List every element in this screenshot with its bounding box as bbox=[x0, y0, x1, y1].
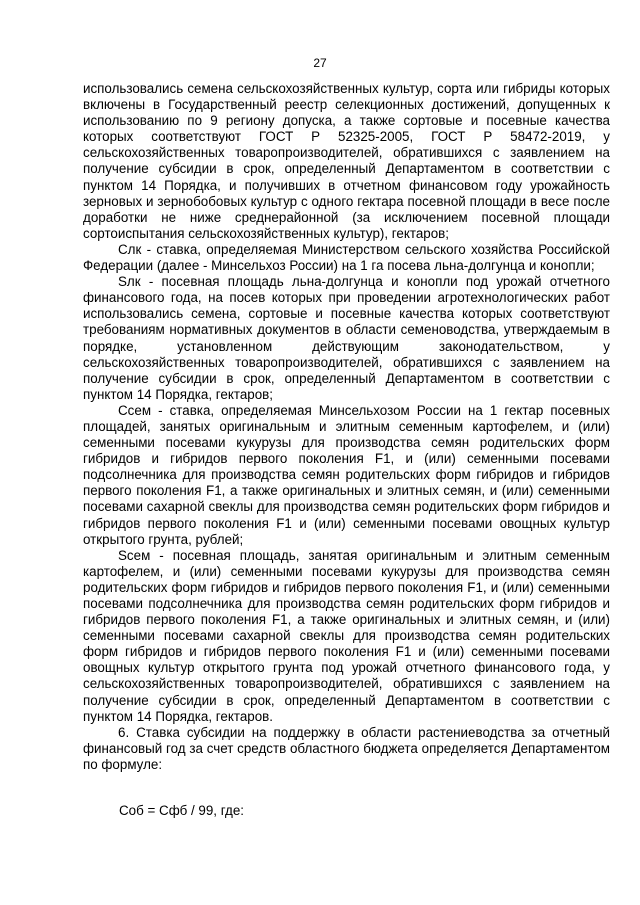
page-number: 27 bbox=[313, 56, 327, 70]
paragraph-1: использовались семена сельскохозяйственных культур, сорта или гибриды которых включены в Государственный реестр селекционных достижений, допущенных к использованию по 9 региону допуска, а также сортовые и посевные качества которых соответствуют ГОСТ Р 52325-2005, ГОСТ Р 58472-2019, у сельскохозяйственных товаропроизводителей, обратившихся с заявлением на получение субсидии в срок, определенный Департаментом в соответствии с пунктом 14 Порядка, и получивших в отчетном финансовом году урожайность зерновых и зернобобовых культур с одного гектара посевной площади в весе после доработки не ниже среднерайонной (за исключением посевной площади сортоиспытания сельскохозяйственных культур), гектаров; bbox=[83, 81, 610, 241]
paragraph-2: Слк - ставка, определяемая Министерством сельского хозяйства Российской Федерации (далее - Минсельхоз России) на 1 га посева льна-долгунца и конопли; bbox=[83, 241, 610, 274]
document-body bbox=[83, 81, 610, 773]
paragraph-4: Ссем - ставка, определяемая Минсельхозом России на 1 гектар посевных площадей, занятых оригинальным и элитным семенным картофелем, и (или) семенными посевами кукурузы для производства семян родительских форм гибридов и гибридов первого поколения F1, и (или) семенными посевами подсолнечника для производства семян родительских форм гибридов и гибридов первого поколения F1, а также оригинальных и элитных семян, и (или) семенными посевами сахарной свеклы для производства семян родительских форм гибридов и гибридов первого поколения F1 и (или) семенными посевами овощных культур открытого грунта, рублей; bbox=[83, 402, 610, 547]
paragraph-5: Sсем - посевная площадь, занятая оригинальным и элитным семенным картофелем, и (или) семенными посевами кукурузы для производства семян родительских форм гибридов и гибридов первого поколения F1, и (или) семенными посевами подсолнечника для производства семян родительских форм гибридов и гибридов первого поколения F1, а также оригинальных и элитных семян, и (или) семенными посевами сахарной свеклы для производства семян родительских форм гибридов и гибридов первого поколения F1 и (или) семенными посевами овощных культур открытого грунта под урожай отчетного финансового года, у сельскохозяйственных товаропроизводителей, обратившихся с заявлением на получение субсидии в срок, определенный Департаментом в соответствии с пунктом 14 Порядка, гектаров. bbox=[83, 547, 610, 724]
paragraph-3: Sлк - посевная площадь льна-долгунца и конопли под урожай отчетного финансового года, на посев которых при проведении агротехнологических работ использовались семена, сортовые и посевные качества которых соответствуют требованиям нормативных документов в области семеноводства, утверждаемым в порядке, установленном действующим законодательством, у сельскохозяйственных товаропроизводителей, обратившихся с заявлением на получение субсидии в срок, определенный Департаментом в соответствии с пунктом 14 Порядка, гектаров; bbox=[83, 274, 610, 402]
paragraph-6: 6. Ставка субсидии на поддержку в области растениеводства за отчетный финансовый год за счет средств областного бюджета определяется Департаментом по формуле: bbox=[83, 724, 610, 772]
formula: Соб = Сфб / 99, где: bbox=[119, 803, 245, 818]
